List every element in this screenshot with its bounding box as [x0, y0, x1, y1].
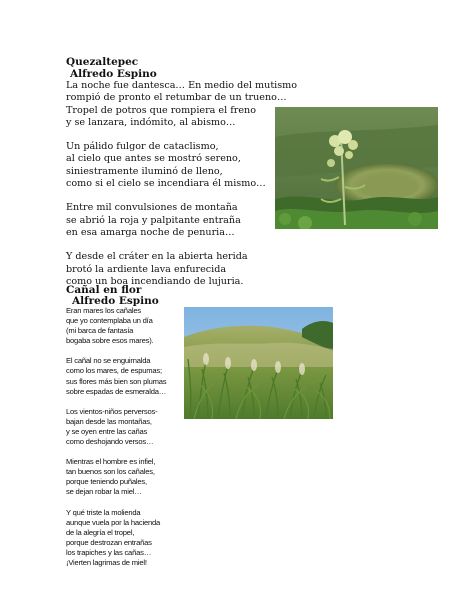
poem-line: se dejan robar la miel… — [66, 487, 142, 497]
poem-line: como un boa incendiando de lujuria. — [66, 275, 244, 287]
poem-author: Alfredo Espino — [72, 295, 159, 307]
poem-line: sus flores más bien son plumas — [66, 376, 167, 386]
poem-line: como deshojando versos… — [66, 437, 154, 447]
stanza — [66, 141, 296, 190]
poem-body — [66, 306, 186, 578]
stanza — [66, 80, 296, 129]
poem-line: como los mares, de espumas; — [66, 366, 162, 376]
stanza — [66, 202, 296, 239]
poem-line: Eran mares los cañales — [66, 306, 141, 315]
poem-line: los trapiches y las cañas… — [66, 547, 152, 557]
poem-line: (mi barca de fantasía — [66, 326, 134, 336]
poem-line: La noche fue dantesca… En medio del mutismo — [66, 80, 298, 91]
poem-line: y se lanzara, indómito, al abismo… — [66, 116, 236, 128]
poem-line: Entre mil convulsiones de montaña — [66, 202, 238, 214]
poem-line: El cañal no se enguirnalda — [66, 356, 151, 366]
poem-title: Cañal en flor — [66, 284, 142, 296]
poem-line: siniestramente iluminó de lleno, — [66, 165, 223, 177]
stanza — [66, 356, 186, 396]
poem-line: en esa amarga noche de penuria… — [66, 226, 235, 238]
poem-line: al cielo que antes se mostró sereno, — [66, 153, 241, 165]
poem-line: se abrió la roja y palpitante entraña — [66, 214, 241, 226]
poem-line: tan buenos son los cañales, — [66, 467, 155, 477]
poem-line: Un pálido fulgor de cataclismo, — [66, 141, 219, 153]
stanza — [66, 407, 186, 447]
poem-line: bajan desde las montañas, — [66, 416, 152, 426]
poem-body — [66, 80, 296, 300]
poem-line: rompió de pronto el retumbar de un trueno… — [66, 92, 287, 104]
poem-line: que yo contemplaba un día — [66, 316, 153, 326]
poem-line: como si el cielo se incendiara él mismo… — [66, 178, 266, 190]
stanza — [66, 508, 186, 569]
stanza — [66, 306, 186, 346]
sugarcane-field-image — [184, 307, 333, 419]
poem-line: porque teniendo puñales, — [66, 477, 147, 487]
poem-line: y se oyen entre las cañas — [66, 426, 148, 436]
poem-line: bogaba sobre esos mares). — [66, 336, 154, 346]
stanza — [66, 457, 186, 497]
stanza — [66, 251, 296, 288]
poem-line: Y desde el cráter en la abierta herida — [66, 251, 248, 263]
poem-author: Alfredo Espino — [70, 68, 157, 80]
poem-line: Tropel de potros que rompiera el freno — [66, 104, 256, 116]
poem-line: Y qué triste la molienda — [66, 507, 141, 517]
poem-line: aunque vuela por la hacienda — [66, 517, 161, 527]
poem-line: Los vientos-niños perversos- — [66, 406, 158, 416]
poem-line: ¡Vierten lagrimas de miel! — [66, 557, 147, 567]
volcano-crater-image — [275, 107, 438, 229]
poem-line: Mientras el hombre es infiel, — [66, 457, 156, 467]
poem-line: brotó la ardiente lava enfurecida — [66, 263, 227, 275]
poem-line: sobre espadas de esmeralda… — [66, 386, 167, 396]
poem-line: de la alegría el tropel, — [66, 527, 135, 537]
poem-line: porque destrozan entrañas — [66, 537, 152, 547]
poem-title: Quezaltepec — [66, 56, 139, 68]
